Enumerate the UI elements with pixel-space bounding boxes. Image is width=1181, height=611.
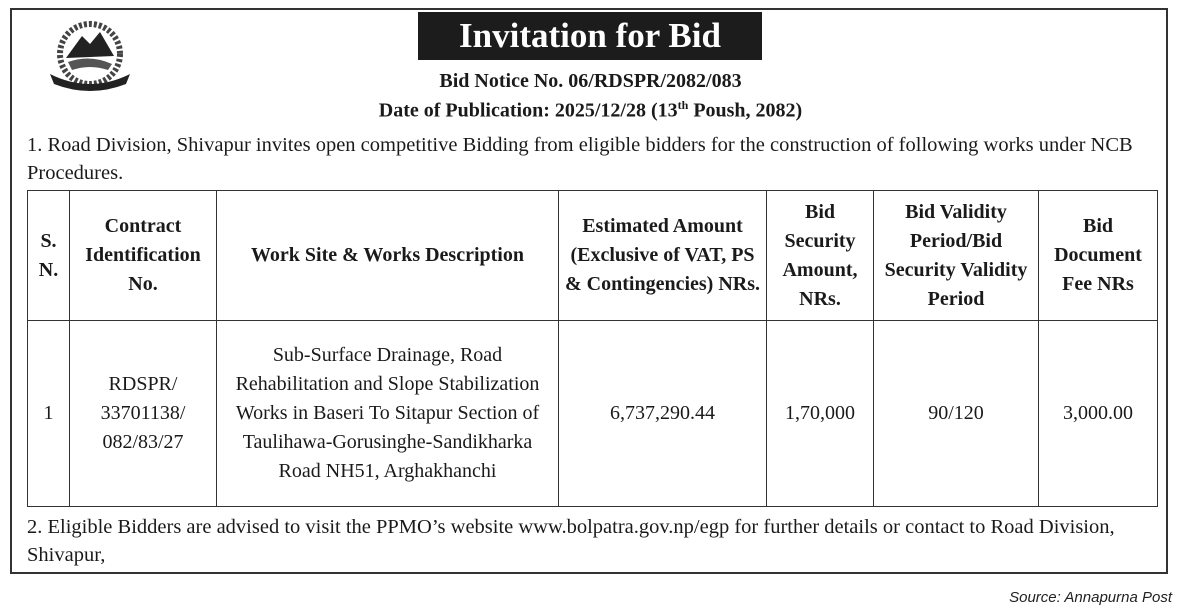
cell-validity: 90/120 bbox=[874, 321, 1039, 507]
table-header-row bbox=[28, 191, 1158, 321]
source-credit: Source: Annapurna Post bbox=[1009, 589, 1172, 606]
cell-estimated-amount: 6,737,290.44 bbox=[559, 321, 767, 507]
col-sn: S. N. bbox=[28, 191, 70, 321]
col-document-fee: Bid Document Fee NRs bbox=[1039, 191, 1158, 321]
cell-description: Sub-Surface Drainage, Road Rehabilitation and Slope Stabilization Works in Baseri To Sitapur Section of Taulihawa-Gorusinghe-Sandikharka Road NH51, Arghakhanchi bbox=[217, 321, 559, 507]
page-title: Invitation for Bid bbox=[418, 12, 762, 60]
col-description: Work Site & Works Description bbox=[217, 191, 559, 321]
table-row bbox=[28, 321, 1158, 507]
cell-bid-security: 1,70,000 bbox=[767, 321, 874, 507]
cell-sn: 1 bbox=[28, 321, 70, 507]
intro-paragraph: 1. Road Division, Shivapur invites open competitive Bidding from eligible bidders for the construction of following works under NCB Procedures. bbox=[27, 134, 1133, 184]
publication-date: Date of Publication: 2025/12/28 (13th Poush, 2082) bbox=[378, 98, 803, 122]
bid-table bbox=[27, 190, 1158, 507]
col-estimated-amount: Estimated Amount (Exclusive of VAT, PS & Contingencies) NRs. bbox=[559, 191, 767, 321]
cell-contract-id: RDSPR/ 33701138/ 082/83/27 bbox=[70, 321, 217, 507]
cell-document-fee: 3,000.00 bbox=[1039, 321, 1158, 507]
col-contract-id: Contract Identification No. bbox=[70, 191, 217, 321]
bid-notice-number: Bid Notice No. 06/RDSPR/2082/083 bbox=[439, 70, 742, 92]
col-bid-security: Bid Security Amount, NRs. bbox=[767, 191, 874, 321]
note-paragraph: 2. Eligible Bidders are advised to visit the PPMO’s website www.bolpatra.gov.np/egp for further details or contact to Road Division, Shivapur, bbox=[27, 516, 1115, 566]
col-validity: Bid Validity Period/Bid Security Validity Period bbox=[874, 191, 1039, 321]
